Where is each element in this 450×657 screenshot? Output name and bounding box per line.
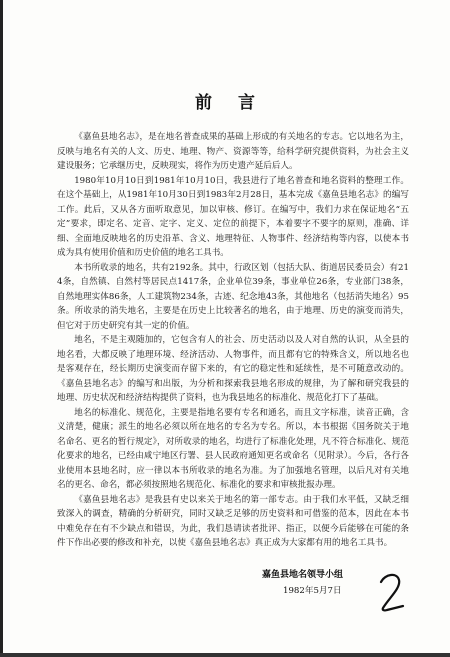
handwritten-page-number [375, 568, 409, 618]
page-title: 前言 [195, 93, 281, 113]
paragraph-4: 地名，不是主观随加的，它包含有人的社会、历史活动以及人对自然的认识，从全县的地名看，大都反映了地理环境、经济活动、人物事件，而且都有它的特殊含义，所以地名也是客观存在，经长期历史演变而存留下来的，有它的稳定性和延续性，是不可随意改动的。《嘉鱼县地名志》的编写和出版，为分析和探索我县地名形成的规律，为了解和研究我县的地理、历史状况和经济结构提供了资料，也为我县地名的标准化、规范化打下了基础。 [57, 335, 409, 403]
document-body [57, 130, 409, 551]
paragraph-6: 《嘉鱼县地名志》是我县有史以来关于地名的第一部专志。由于我们水平低，又缺乏细致深入的调查，精确的分析研究，同时又缺乏足够的历史资料和可借鉴的范本，因此在本书中难免存在有不少缺点和错误，为此，我们恳请读者批评、指正，以便今后能够在可能的条件下作出必要的修改和补充，以使《嘉鱼县地名志》真正成为大家都有用的地名工具书。 [57, 494, 409, 548]
scan-edge-bottom [0, 653, 450, 657]
date: 1982年5月7日 [283, 586, 342, 596]
paragraph-2: 1980年10月10日到1981年10月10日，我县进行了地名普查和地名资料的整理工作。在这个基础上，从1981年10月30日到1983年2月28日，基本完成《嘉鱼县地名志》的编写工作。此后，又从各方面听取意见，加以审核、修订。在编写中，我们力求在保证地名“五定”要求，即定名、定音、定字、定义、定位的前提下，本着要字不要字的原则，准确、详细、全面地反映地名的历史沿革、含义、地理特征、人物事件、经济结构等内容，以使本书成为具有使用价值和历史价值的地名工具书。 [57, 175, 409, 258]
paragraph-1: 《嘉鱼县地名志》，是在地名普查成果的基础上形成的有关地名的专志。它以地名为主，反映与地名有关的人文、历史、地理、物产、资源等等，给科学研究提供资料，为社会主义建设服务；它承继历史，反映现实，将作为历史遗产延后后人。 [57, 132, 409, 171]
signature: 嘉鱼县地名领导小组 [262, 570, 344, 580]
paragraph-3: 本书所收录的地名，共有2192条。其中，行政区划（包括大队、街道居民委员会）有214条，自然镇、自然村等居民点1417条，企业单位39条，事业单位26条，专业部门38条，自然地理实体86条，人工建筑物234条，古迹、纪念地43条，其他地名（包括消失地名）95条。所收录的消失地名，主要是在历史上比较著名的地名，由于地理、历史的演变而消失，但它对于历史研究有其一定的价值。 [57, 262, 409, 331]
paragraph-5: 地名的标准化、规范化，主要是指地名要有专名和通名，而且文字标准，读音正确，含义清楚，健康；派生的地名必须以所在地名的专名为专名。所以，本书根据《国务院关于地名命名、更名的暂行规定》，对所收录的地名，均进行了标准化处理，凡不符合标准化、规范化要求的地名，已经由咸宁地区行署、县人民政府通知更名或命名（见附录）。今后，各行各业使用本县地名时，应一律以本书所收录的地名为准。为了加强地名管理，以后凡对有关地名的更名、命名，都必须按照地名规范化、标准化的要求和审核批报办理。 [57, 407, 409, 490]
